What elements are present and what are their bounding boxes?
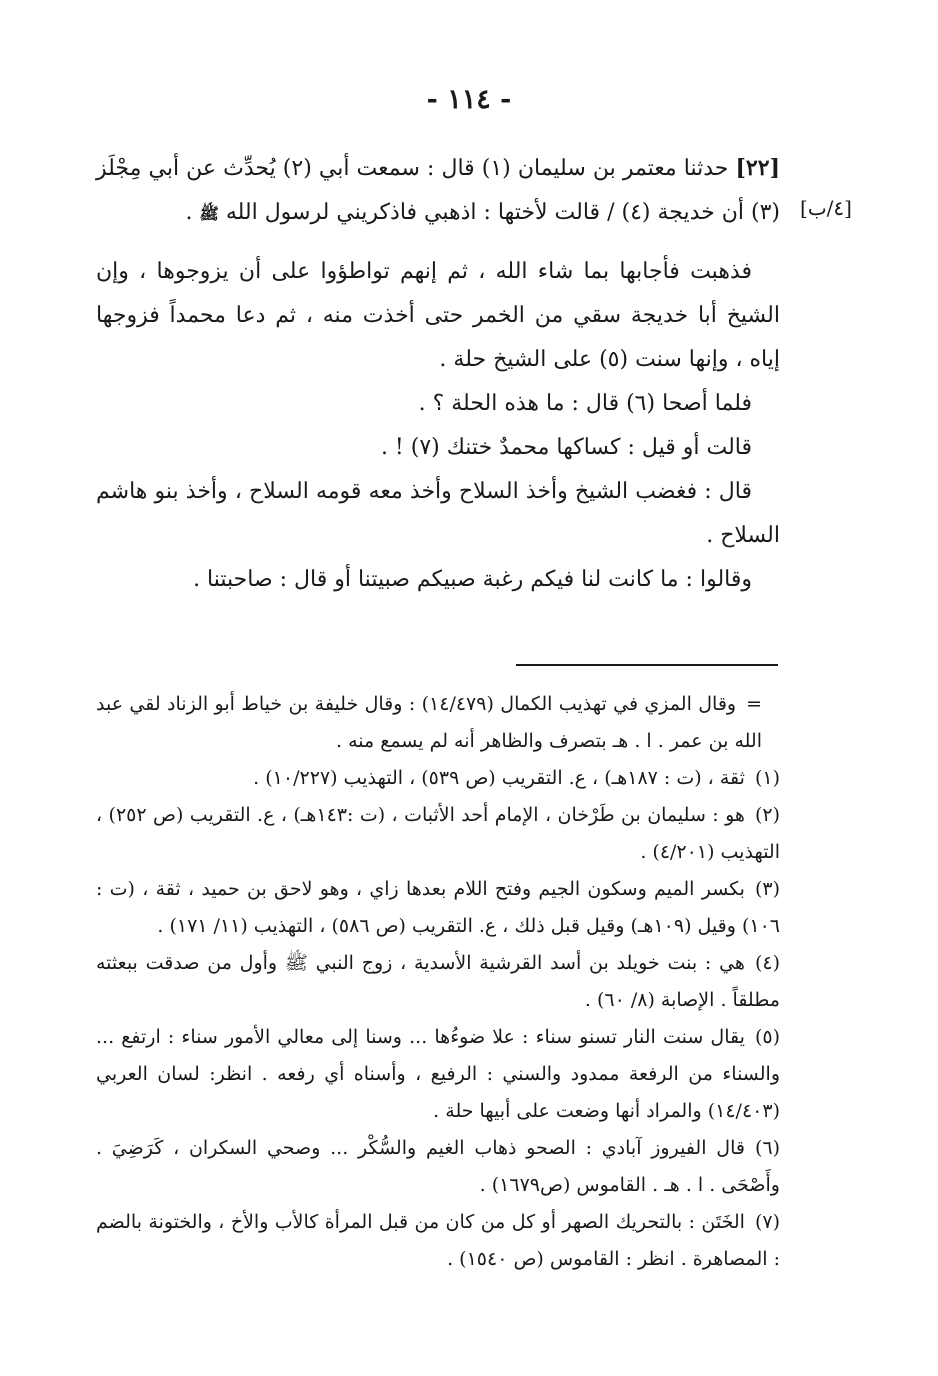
footnote-3 <box>96 871 780 945</box>
footnote-text: ثقة ، (ت : ١٨٧هـ) ، ع. التقريب (ص ٥٣٩) ، التهذيب (١٠/٢٢٧) . <box>253 767 745 789</box>
footnote-marker: (٤) <box>754 952 780 974</box>
hadith-number: [٢٢] <box>735 155 780 181</box>
narration-paragraph-1: فذهبت فأجابها بما شاء الله ، ثم إنهم تواطؤوا على أن يزوجوها ، وإن الشيخ أبا خديجة سقي من الخمر حتى أخذت منه ، ثم دعا محمداً فزوجها إياه ، وإنها سنت (٥) على الشيخ حلة . <box>96 259 780 372</box>
blessing-glyph: ﷺ <box>199 204 219 223</box>
narration-paragraph-2: فلما أصحا (٦) قال : ما هذه الحلة ؟ . <box>418 391 752 416</box>
footnote-marker: (٥) <box>754 1026 780 1048</box>
footnote-text: الخَتَن : بالتحريك الصهر أو كل من كان من قبل المرأة كالأب والأخ ، والختونة بالضم : المصاهرة . انظر : القاموس (ص ١٥٤٠) . <box>96 1211 780 1270</box>
narration-paragraph-4: قال : فغضب الشيخ وأخذ السلاح وأخذ معه قومه السلاح ، وأخذ بنو هاشم السلاح . <box>96 479 780 548</box>
footnote-text: بكسر الميم وسكون الجيم وفتح اللام بعدها زاي ، وهو لاحق بن حميد ، ثقة ، (ت : ١٠٦) وقيل (١٠٩هـ) وقيل قبل ذلك ، ع. التقريب (ص ٥٨٦) ، التهذيب (١١/ ١٧١) . <box>96 878 780 937</box>
footnote-text: قال الفيروز آبادي : الصحو ذهاب الغيم والسُّكْر ... وصحي السكران ، كَرَضِيَ . وأَصْحَى . ا . هـ . القاموس (ص١٦٧٩) . <box>96 1137 780 1196</box>
footnote-text: يقال سنت النار تسنو سناء : علا ضوءُها ... وسنا إلى معالي الأمور سناء : ارتفع ... والسناء من الرفعة ممدود والسني : الرفيع ، وأسناه أي رفعه . انظر: لسان العربي (١٤/٤٠٣) والمراد أنها وضعت على أبيها حلة . <box>96 1026 780 1122</box>
footnote-continued <box>96 686 780 760</box>
footnote-marker: = <box>746 693 762 715</box>
page-number: - ١١٤ - <box>426 84 512 115</box>
footnote-6 <box>96 1130 780 1204</box>
hadith-text: حدثنا معتمر بن سليمان (١) قال : سمعت أبي (٢) يُحدِّث عن أبي مِجْلَز (٣) أن خديجة (٤) / قالت لأختها : اذهبي فاذكريني لرسول الله <box>96 156 780 225</box>
footnotes <box>96 686 780 1278</box>
footnote-marker: (٢) <box>754 804 780 826</box>
footnote-7 <box>96 1204 780 1278</box>
footnote-5 <box>96 1019 780 1130</box>
footnote-separator <box>516 664 778 666</box>
manuscript-folio-marker: [٤/ب] <box>800 196 852 220</box>
narration-paragraph-5: وقالوا : ما كانت لنا فيكم رغبة صبيكم صبيتنا أو قال : صاحبتنا . <box>193 567 752 592</box>
footnote-marker: (٣) <box>754 878 780 900</box>
footnote-marker: (٦) <box>754 1137 780 1159</box>
main-text <box>96 146 780 602</box>
narration-paragraph-3: قالت أو قيل : كساكها محمدٌ ختنك (٧) ! . <box>380 435 752 460</box>
footnote-text: هي : بنت خويلد بن أسد القرشية الأسدية ، زوج النبي ﷺ وأول من صدقت ببعثته مطلقاً . الإصابة (٨/ ٦٠) . <box>96 952 780 1011</box>
footnote-2 <box>96 797 780 871</box>
footnote-text: وقال المزي في تهذيب الكمال (١٤/٤٧٩) : وقال خليفة بن خياط أبو الزناد لقي عبد الله بن عمر . ا . هـ بتصرف والظاهر أنه لم يسمع منه . <box>96 693 762 752</box>
footnote-text: هو : سليمان بن طَرْخان ، الإمام أحد الأثبات ، (ت :١٤٣هـ) ، ع. التقريب (ص ٢٥٢) ، التهذيب (٤/٢٠١) . <box>96 804 780 863</box>
hadith-text-end: . <box>185 200 200 225</box>
hadith-paragraph <box>96 146 780 236</box>
footnote-1 <box>96 760 780 797</box>
footnote-4 <box>96 945 780 1019</box>
footnote-marker: (٧) <box>754 1211 780 1233</box>
footnote-marker: (١) <box>754 767 780 789</box>
